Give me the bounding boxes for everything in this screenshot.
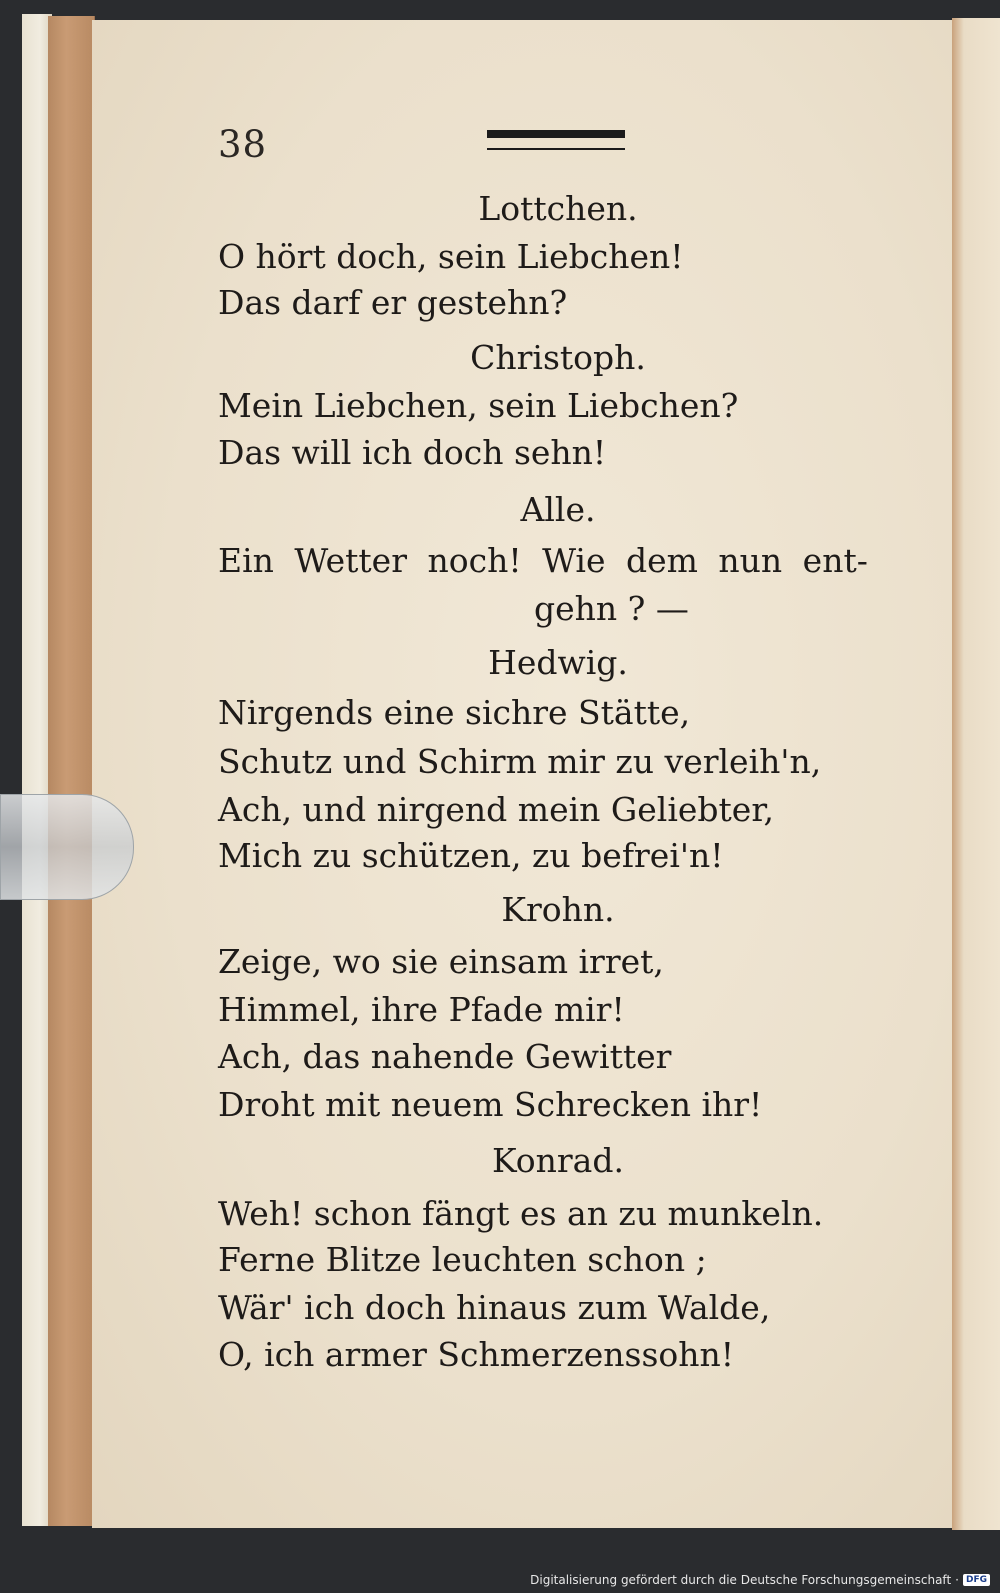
verse-line: Ferne Blitze leuchten schon ; <box>218 1240 707 1279</box>
verse-line: Himmel, ihre Pfade mir! <box>218 990 625 1029</box>
verse-line: Ach, und nirgend mein Geliebter, <box>218 790 774 829</box>
header-rule-thick <box>487 130 625 138</box>
speaker-name: Christoph. <box>470 338 646 377</box>
verse-line: O hört doch, sein Liebchen! <box>218 237 684 276</box>
facing-page-edge <box>952 18 1000 1530</box>
verse-line: Ach, das nahende Gewitter <box>218 1037 672 1076</box>
verse-line: gehn ? — <box>534 589 689 628</box>
verse-line: Schutz und Schirm mir zu verleih'n, <box>218 742 822 781</box>
header-rule-thin <box>487 148 625 150</box>
verse-line: Mein Liebchen, sein Liebchen? <box>218 386 739 425</box>
verse-line: Ein Wetter noch! Wie dem nun ent- <box>218 541 868 580</box>
page-number: 38 <box>218 123 268 166</box>
credit-text: Digitalisierung gefördert durch die Deutsche Forschungsgemeinschaft <box>530 1573 952 1587</box>
speaker-name: Alle. <box>520 490 596 529</box>
speaker-name: Hedwig. <box>488 643 628 682</box>
speaker-name: Krohn. <box>501 890 615 929</box>
verse-line: Droht mit neuem Schrecken ihr! <box>218 1085 763 1124</box>
page-clip <box>0 794 134 900</box>
verse-line: Zeige, wo sie einsam irret, <box>218 942 664 981</box>
verse-line: Mich zu schützen, zu befrei'n! <box>218 836 724 875</box>
verse-line: O, ich armer Schmerzenssohn! <box>218 1335 735 1374</box>
verse-line: Das will ich doch sehn! <box>218 433 607 472</box>
speaker-name: Lottchen. <box>478 189 638 228</box>
speaker-name: Konrad. <box>492 1141 624 1180</box>
verse-line: Weh! schon fängt es an zu munkeln. <box>218 1194 824 1233</box>
book-spine <box>48 16 95 1526</box>
verse-line: Nirgends eine sichre Stätte, <box>218 693 691 732</box>
verse-line: Wär' ich doch hinaus zum Walde, <box>218 1288 771 1327</box>
verse-line: Das darf er gestehn? <box>218 283 568 322</box>
dfg-logo: DFG <box>963 1574 990 1586</box>
digitization-credit: Digitalisierung gefördert durch die Deutsche Forschungsgemeinschaft · DFG <box>530 1573 990 1587</box>
